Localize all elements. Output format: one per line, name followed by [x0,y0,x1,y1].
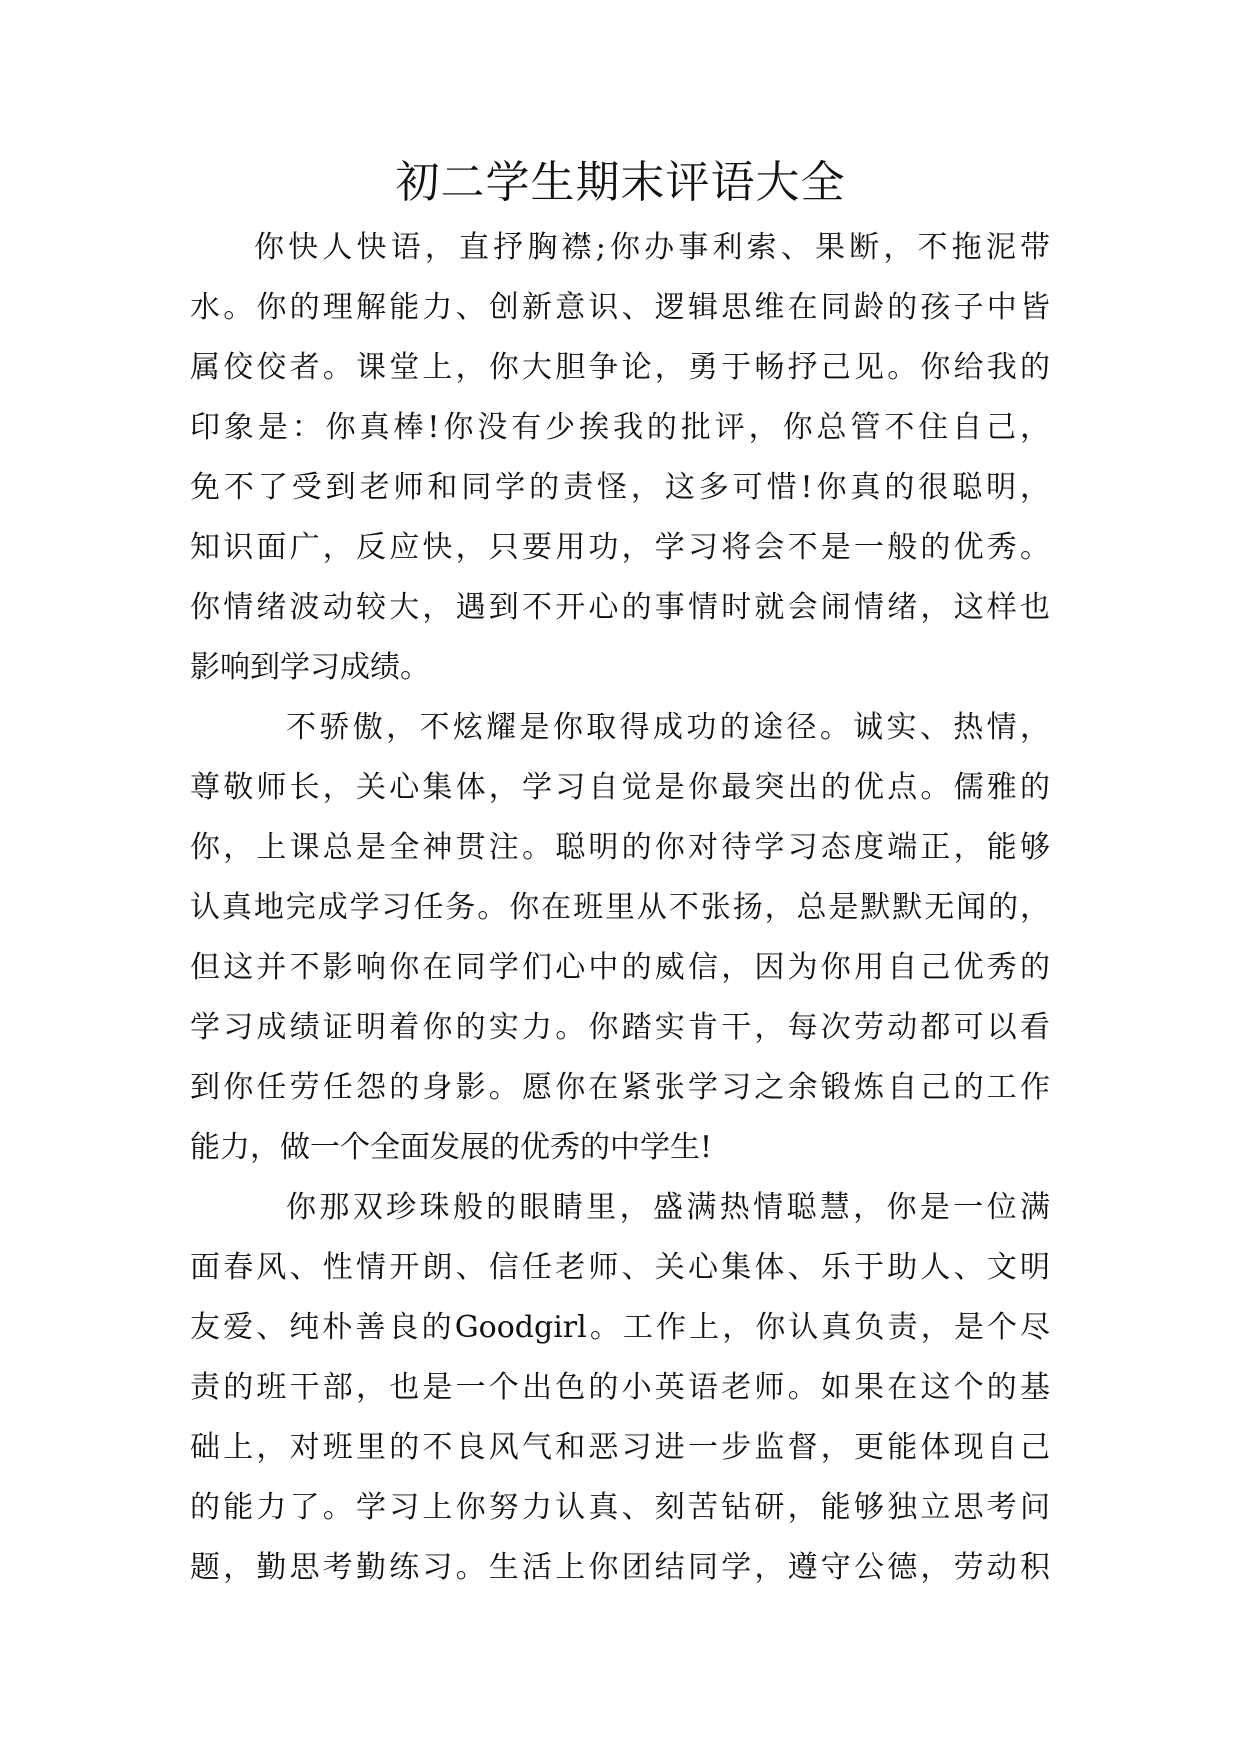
text-line: 的能力了。学习上你努力认真、刻苦钻研，能够独立思考问 [190,1490,1050,1525]
text-line: 影响到学习成绩。 [190,650,430,685]
text-line: 学习成绩证明着你的实力。你踏实肯干，每次劳动都可以看 [190,1010,1050,1045]
text-line: 属佼佼者。课堂上，你大胆争论，勇于畅抒己见。你给我的 [190,350,1050,385]
text-line: 础上，对班里的不良风气和恶习进一步监督，更能体现自己 [190,1430,1050,1465]
text-line: 能力，做一个全面发展的优秀的中学生! [190,1130,713,1165]
text-line: 你那双珍珠般的眼睛里，盛满热情聪慧，你是一位满 [286,1190,1050,1225]
text-line: 但这并不影响你在同学们心中的威信，因为你用自己优秀的 [190,950,1050,985]
text-line: 认真地完成学习任务。你在班里从不张扬，总是默默无闻的， [190,890,1050,925]
text-line: 责的班干部，也是一个出色的小英语老师。如果在这个的基 [190,1370,1050,1405]
text-line: 不骄傲，不炫耀是你取得成功的途径。诚实、热情， [286,710,1050,745]
text-line: 你快人快语，直抒胸襟;你办事利索、果断，不拖泥带 [254,230,1050,265]
text-line: 知识面广，反应快，只要用功，学习将会不是一般的优秀。 [190,530,1050,565]
text-line: 尊敬师长，关心集体，学习自觉是你最突出的优点。儒雅的 [190,770,1050,805]
paragraph-1 [190,218,1050,698]
text-line: 水。你的理解能力、创新意识、逻辑思维在同龄的孩子中皆 [190,290,1050,325]
text-line: 你，上课总是全神贯注。聪明的你对待学习态度端正，能够 [190,830,1050,865]
paragraph-2 [190,698,1050,1178]
text-line: 到你任劳任怨的身影。愿你在紧张学习之余锻炼自己的工作 [190,1070,1050,1105]
text-line: 免不了受到老师和同学的责怪，这多可惜!你真的很聪明， [190,470,1050,505]
text-line: 印象是：你真棒!你没有少挨我的批评，你总管不住自己， [190,410,1050,445]
document-body [190,218,1050,1598]
paragraph-3 [190,1178,1050,1598]
text-line: 面春风、性情开朗、信任老师、关心集体、乐于助人、文明 [190,1250,1050,1285]
text-line: 题，勤思考勤练习。生活上你团结同学，遵守公德，劳动积 [190,1550,1050,1585]
text-line: 友爱、纯朴善良的Goodgirl。工作上，你认真负责，是个尽 [190,1310,1050,1345]
document-title: 初二学生期末评语大全 [395,157,846,208]
text-line: 你情绪波动较大，遇到不开心的事情时就会闹情绪，这样也 [190,590,1050,625]
